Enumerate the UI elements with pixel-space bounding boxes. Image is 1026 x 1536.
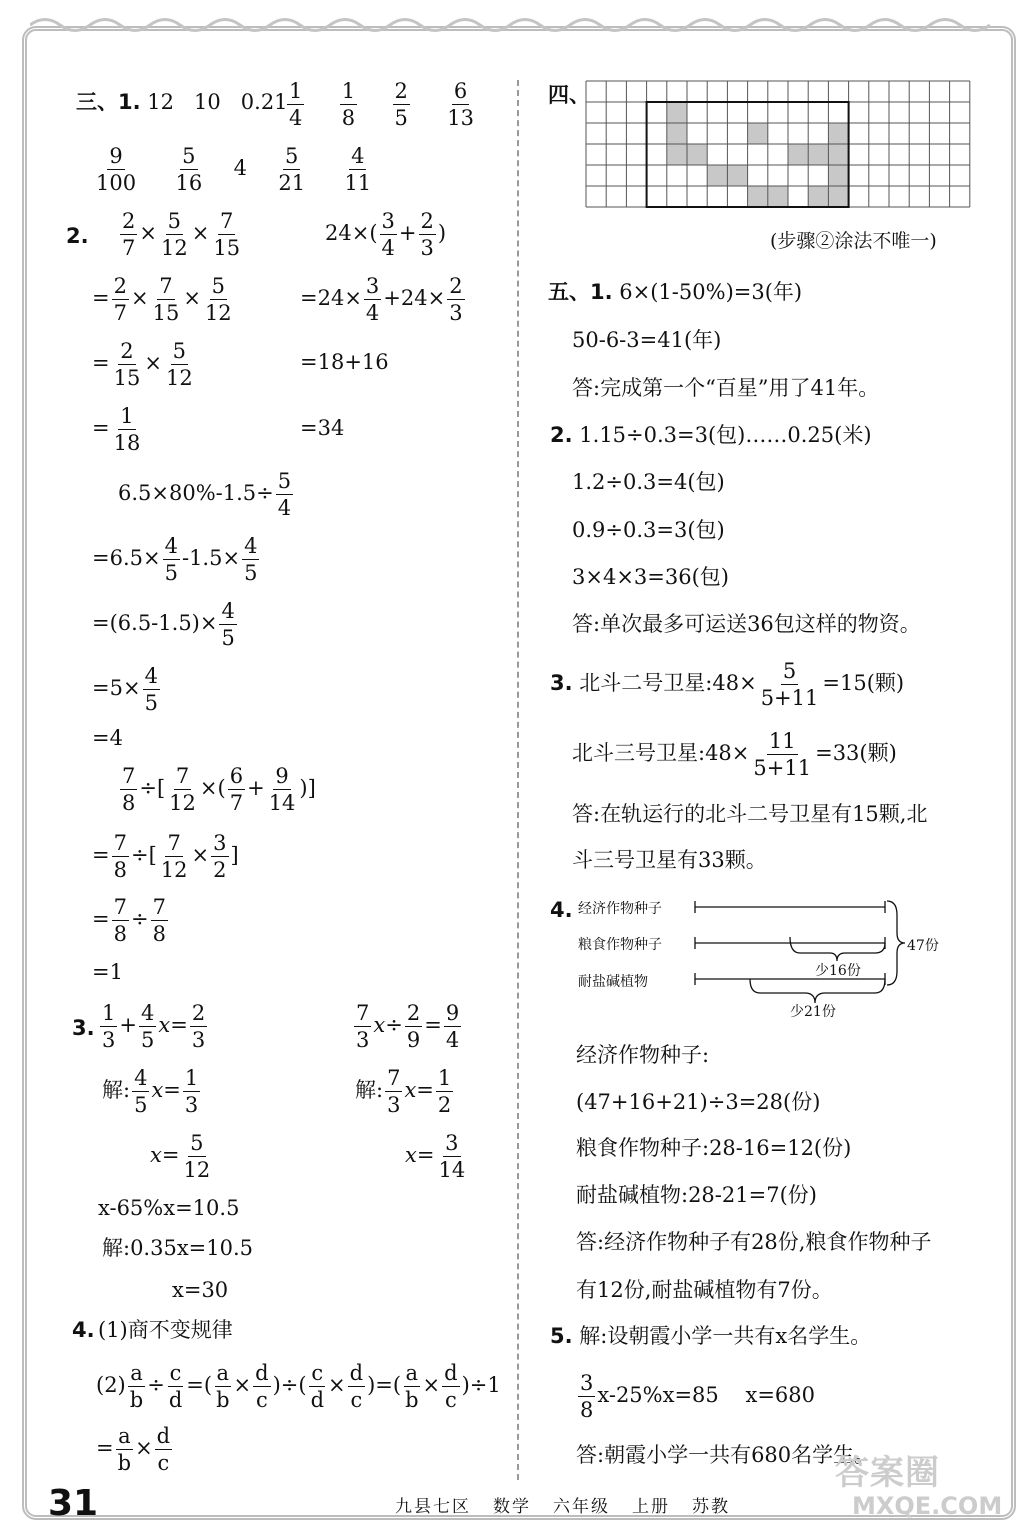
fraction: $\frac{6}{13}$ <box>447 79 474 131</box>
grid-shaded-cell <box>707 165 727 186</box>
calc-d-line3: = $\frac{7}{8}$ ÷ $\frac{7}{8}$ <box>92 895 166 947</box>
eq-b-line2: 解: $\frac{7}{3}$ x= $\frac{1}{2}$ <box>355 1066 452 1118</box>
q5-4-line2: (47+16+21)÷3=28(份) <box>576 1090 821 1114</box>
eq-a-line3: x= $\frac{5}{12}$ <box>150 1131 211 1183</box>
diagram-total: 47份 <box>907 938 939 954</box>
watermark-url: MXQE.COM <box>852 1492 1003 1520</box>
q3-1-row1-fracs <box>285 80 478 129</box>
q5-2-answer: 答:单次最多可运送36包这样的物资。 <box>572 612 921 636</box>
eq-c-line3: x=30 <box>172 1278 229 1302</box>
segment-diagram <box>575 895 955 1025</box>
calc-c-line1: 6.5×80%-1.5÷ $\frac{5}{4}$ <box>118 469 292 521</box>
grid-shaded-cell <box>828 144 848 165</box>
q3-label: 3. <box>72 1016 95 1040</box>
q5-2-line1: 2. 1.15÷0.3=3(包)……0.25(米) <box>550 423 872 447</box>
grid-shaded-cell <box>788 144 808 165</box>
calc-c-line2: =6.5× $\frac{4}{5}$ -1.5× $\frac{4}{5}$ <box>92 534 258 586</box>
eq-c-line1: x-65%x=10.5 <box>98 1196 240 1220</box>
grid-shaded-cell <box>667 102 687 123</box>
grid-shaded-cell <box>828 123 848 144</box>
q5-2-line4: 3×4×3=36(包) <box>572 565 729 589</box>
calc-d-line4: =1 <box>92 960 123 984</box>
q5-2-line2: 1.2÷0.3=4(包) <box>572 470 725 494</box>
section-4-label: 四、 <box>548 83 590 107</box>
calc-a-line2: = $\frac{2}{7}$ × $\frac{7}{15}$ × $\frac{5}{12}$ <box>92 274 232 326</box>
grid-shaded-cell <box>828 165 848 186</box>
q5-3-line2: 北斗三号卫星:48× $\frac{11}{5+11}$ =33(颗) <box>572 729 897 781</box>
grid-shaded-cell <box>768 186 788 207</box>
calc-a-line4: = $\frac{1}{18}$ <box>92 404 141 456</box>
q5-4-label: 4. <box>550 898 573 922</box>
answers-plain: 12 10 0.21 <box>147 90 288 114</box>
diagram-label-economic: 经济作物种子 <box>578 901 662 917</box>
fraction: $\frac{1}{8}$ <box>341 79 356 131</box>
calc-b-line4: =34 <box>300 416 345 440</box>
diagram-less-21: 少21份 <box>790 1004 836 1020</box>
page-number: 31 <box>48 1483 99 1524</box>
fraction: $\frac{1}{4}$ <box>289 79 303 131</box>
decorative-wave-border <box>30 14 1000 36</box>
calc-c-line5: =4 <box>92 726 123 750</box>
calc-c-line4: =5× $\frac{4}{5}$ <box>92 664 158 716</box>
q5-4-answer2: 有12份,耐盐碱植物有7份。 <box>576 1278 833 1302</box>
q5-3-answer1: 答:在轨运行的北斗二号卫星有15颗,北 <box>572 802 928 826</box>
q5-3-answer2: 斗三号卫星有33颗。 <box>572 848 767 872</box>
q5-1-answer: 答:完成第一个“百星”用了41年。 <box>572 376 880 400</box>
grid-shaded-cell <box>667 123 687 144</box>
q3-1-row1 <box>76 92 288 113</box>
grid-shaded-cell <box>667 144 687 165</box>
eq-a-line1: $\frac{1}{3}$ + $\frac{4}{5}$ x= $\frac{2}{3}$ <box>102 1001 206 1053</box>
calc-a-line1: $\frac{2}{7}$ × $\frac{5}{12}$ × $\frac{7}{15}$ <box>122 209 241 261</box>
column-divider <box>517 80 519 1480</box>
grid-shaded-cell <box>808 144 828 165</box>
q2-label: 2. <box>66 224 89 248</box>
calc-c-line3: =(6.5-1.5)× $\frac{4}{5}$ <box>92 599 235 651</box>
calc-b-line3: =18+16 <box>300 350 389 374</box>
diagram-less-16: 少16份 <box>815 963 861 979</box>
diagram-label-saline: 耐盐碱植物 <box>578 974 648 990</box>
q5-5-line1: 5. 解:设朝霞小学一共有x名学生。 <box>550 1324 872 1348</box>
grid-shaded-cell <box>727 165 747 186</box>
q4-2: (2) $\frac{a}{b}$ ÷ $\frac{c}{d}$ =( $\frac{a}{b}$ × $\frac{d}{c}$ )÷( $\frac{c}{d}$ × $\frac{d}{c}$ )=( $\frac{a}{b}$ × $\frac{d}{c}$ )÷1 <box>96 1361 501 1413</box>
diagram-label-grain: 粮食作物种子 <box>578 937 662 953</box>
grid-shaded-cell <box>687 144 707 165</box>
q5-4-answer1: 答:经济作物种子有28份,粮食作物种子 <box>576 1230 932 1254</box>
eq-b-line3: x= $\frac{3}{14}$ <box>405 1131 466 1183</box>
q5-5-line2: $\frac{3}{8}$ x-25%x=85 x=680 <box>580 1371 816 1423</box>
q5-4-line3: 粮食作物种子:28-16=12(份) <box>576 1136 852 1160</box>
q4-1: (1)商不变规律 <box>98 1318 233 1342</box>
fraction: $\frac{2}{5}$ <box>394 79 408 131</box>
eq-a-line2: 解: $\frac{4}{5}$ x= $\frac{1}{3}$ <box>102 1066 199 1118</box>
q5-1-line1: 五、1. 6×(1-50%)=3(年) <box>548 280 803 304</box>
diagram-lines <box>575 895 955 1025</box>
q5-4-line4: 耐盐碱植物:28-21=7(份) <box>576 1183 817 1207</box>
q5-2-line3: 0.9÷0.3=3(包) <box>572 518 725 542</box>
q4-label: 4. <box>72 1318 95 1342</box>
calc-d-line2: = $\frac{7}{8}$ ÷[ $\frac{7}{12}$ × $\frac{3}{2}$ ] <box>92 831 239 883</box>
calc-d-line1: $\frac{7}{8}$ ÷[ $\frac{7}{12}$ ×( $\frac{6}{7}$ + $\frac{9}{14}$ )] <box>122 764 316 816</box>
eq-c-line2: 解:0.35x=10.5 <box>102 1236 254 1260</box>
q5-1-line2: 50-6-3=41(年) <box>572 328 722 352</box>
eq-b-line1: $\frac{7}{3}$ x÷ $\frac{2}{9}$ = $\frac{9}{4}$ <box>356 1001 460 1053</box>
grid-shaded-cell <box>808 186 828 207</box>
q5-3-line1: 3. 北斗二号卫星:48× $\frac{5}{5+11}$ =15(颗) <box>550 659 905 711</box>
q5-4-line1: 经济作物种子: <box>576 1043 710 1067</box>
shading-grid <box>585 80 971 210</box>
section-4-note: (步骤②涂法不唯一) <box>770 230 937 252</box>
grid-shaded-cell <box>748 123 768 144</box>
calc-b-line2: =24× $\frac{3}{4}$ +24× $\frac{2}{3}$ <box>300 274 463 326</box>
q5-5-answer: 答:朝霞小学一共有680名学生。 <box>576 1443 876 1467</box>
grid-shaded-cell <box>828 186 848 207</box>
section-3-label: 三、1. <box>76 90 141 114</box>
watermark-logo: 答案圈 <box>835 1453 940 1493</box>
q4-2-result: = $\frac{a}{b}$ × $\frac{d}{c}$ <box>96 1424 171 1476</box>
q3-1-row2: $\frac{9}{100}$ $\frac{5}{16}$ 4 $\frac{5}{21}$ $\frac{4}{11}$ <box>96 144 372 196</box>
footer: 九县七区 数学 六年级 上册 苏教 <box>395 1497 730 1517</box>
calc-a-line3: = $\frac{2}{15}$ × $\frac{5}{12}$ <box>92 339 193 391</box>
grid-shaded-cell <box>748 186 768 207</box>
calc-b-line1: 24×( $\frac{3}{4}$ + $\frac{2}{3}$ ) <box>325 209 447 261</box>
